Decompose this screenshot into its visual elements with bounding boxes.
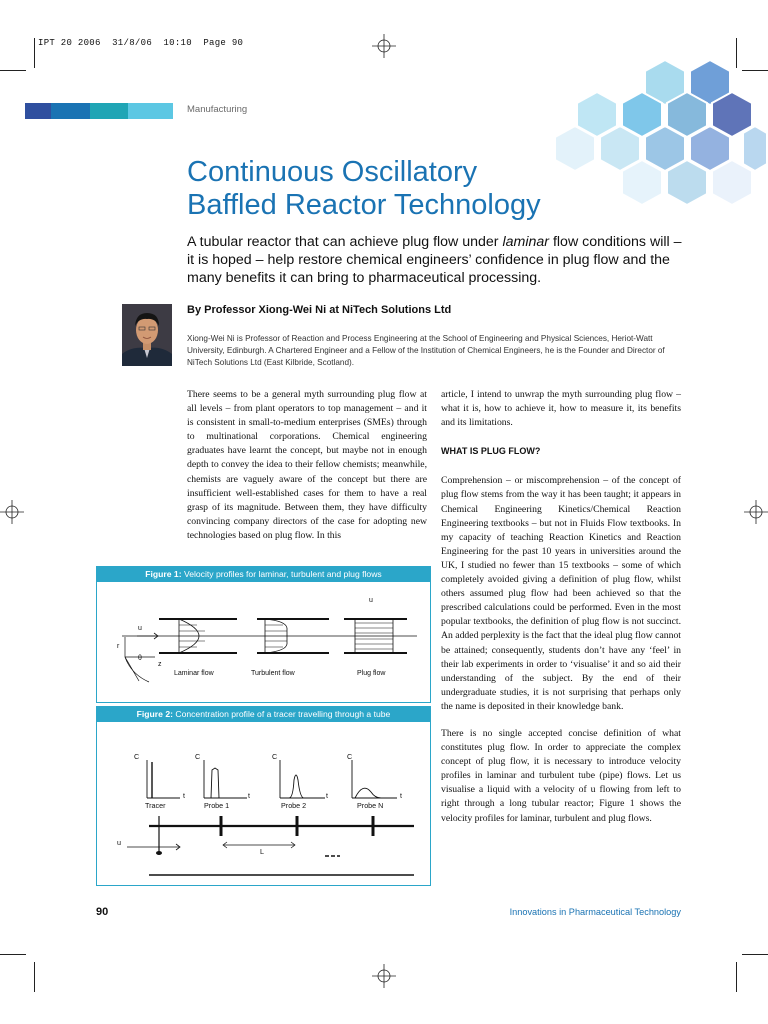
label-tracer: Tracer — [145, 801, 166, 810]
figure-2 — [96, 706, 431, 886]
title-line-2: Baffled Reactor Technology — [187, 189, 541, 221]
figure-1-label: Figure 1: — [145, 569, 182, 579]
label-probe-1: Probe 1 — [204, 801, 230, 810]
crop-mark — [34, 962, 35, 992]
probe-1-curve — [207, 768, 223, 798]
figure-1 — [96, 566, 431, 703]
figure-2-caption — [97, 707, 430, 722]
label-u-top: u — [369, 597, 373, 604]
article-title — [187, 156, 587, 222]
probe-n-curve — [355, 788, 381, 798]
label-plug: Plug flow — [357, 670, 386, 677]
paragraph: Comprehension – or miscomprehension – of the concept of plug flow stems from the way it has been taught; it appears in Chemical Engineering Kinetics/Chemical Reaction Engineering textbooks – but not in Fluids Flow textbooks. In my capacity of teaching Reaction Kinetics and Reaction Engineering for the past 10 years in universities around the UK, I studied no fewer than 15 textbooks – some of which completely avoided giving a definition of plug flow, whilst others assumed plug flow had been achieved so that the prescribed calculations could be performed. Even in the most popular textbooks, the definition of plug flow is not succinct. An added perplexity is the fact that the ideal plug flow cannot be attained; consequently, students don’t have any ‘feel’ in their lab experiments in order to ‘visualise’ it and so aid their understanding of the subject. By the end of their undergraduate studies, it is not surprising that perhaps only the name is deposited in their knowledge bank. — [441, 475, 681, 712]
printer-slug: IPT 20 2006 31/8/06 10:10 Page 90 — [38, 38, 244, 48]
tracer-blob — [156, 851, 162, 855]
author-byline: By Professor Xiong-Wei Ni at NiTech Solutions Ltd — [187, 304, 452, 316]
author-bio: Xiong-Wei Ni is Professor of Reaction and Process Engineering at the School of Engineering and Physical Sciences, Heriot-Watt University, Edinburgh. A Chartered Engineer and a Fellow of the Institution of Chemical Engineers, he is the Founder and Director of NiTech Solutions Ltd (East Kilbride, Scotland). — [187, 334, 665, 367]
page-number: 90 — [96, 906, 109, 918]
color-bar-segment — [51, 103, 90, 119]
article-subtitle — [187, 233, 687, 287]
label-probe-2: Probe 2 — [281, 801, 307, 810]
subtitle-text: A tubular reactor that can achieve plug flow under — [187, 234, 503, 250]
label-laminar: Laminar flow — [174, 670, 214, 677]
label-L: L — [260, 847, 264, 856]
author-photo — [122, 304, 172, 366]
hexagon — [743, 126, 767, 171]
figure-2-diagram — [97, 722, 430, 885]
label-c: C — [195, 752, 201, 761]
label-u-left: u — [138, 625, 142, 632]
label-c: C — [134, 752, 140, 761]
figure-1-caption-text: Velocity profiles for laminar, turbulent and plug flows — [181, 569, 382, 579]
color-bar-segment — [25, 103, 51, 119]
crop-mark — [736, 962, 737, 992]
left-column — [187, 388, 427, 552]
crop-mark — [34, 38, 35, 68]
crop-mark — [0, 954, 26, 955]
crop-mark — [0, 70, 26, 71]
figure-2-caption-text: Concentration profile of a tracer travelling through a tube — [172, 709, 391, 719]
paragraph: article, I intend to unwrap the myth surrounding plug flow – what it is, how to achieve it, how to measure it, its benefits and its limitations. — [441, 389, 681, 429]
label-theta: θ — [138, 655, 142, 662]
registration-mark-bottom — [372, 964, 396, 988]
right-column — [441, 388, 681, 835]
probe-2-curve — [289, 775, 304, 798]
registration-mark-top — [372, 34, 396, 58]
label-t: t — [326, 791, 328, 800]
hexagon — [667, 160, 707, 205]
label-c: C — [272, 752, 278, 761]
section-label: Manufacturing — [187, 104, 248, 115]
subtitle-text: flow conditions will – it is hoped – help restore chemical engineers’ confidence in plug flow and the many benefits it can bring to pharmaceutical processing. — [187, 234, 682, 286]
figure-1-caption — [97, 567, 430, 582]
publication-name: Innovations in Pharmaceutical Technology — [509, 907, 681, 917]
label-probe-n: Probe N — [357, 801, 384, 810]
figure-2-label: Figure 2: — [136, 709, 173, 719]
label-turbulent: Turbulent flow — [251, 670, 295, 677]
label-z: z — [158, 661, 162, 668]
crop-mark — [742, 954, 768, 955]
hexagon — [712, 160, 752, 205]
registration-mark-right — [744, 500, 768, 524]
label-r: r — [117, 643, 120, 650]
label-t: t — [400, 791, 402, 800]
color-bar-segment — [128, 103, 173, 119]
hexagon — [622, 160, 662, 205]
paragraph: There seems to be a general myth surrounding plug flow at all levels – from plant operators to top management – and it is consistent in small-to-medium enterprises (SMEs) through to multinational corporations. Chemical engineering graduates have learnt the concept, but maybe not in enough depth to convey the idea to their fellow chemists; meanwhile, chemists are vaguely aware of the concept but there are insufficient well-established cases for them to have a real grasp of its magnitude. Between them, they have difficulty convincing company directors of the case for adopting new technologies based on plug flow. In this — [187, 389, 427, 541]
label-t: t — [183, 791, 185, 800]
section-heading: WHAT IS PLUG FLOW? — [441, 446, 541, 457]
title-line-1: Continuous Oscillatory — [187, 156, 478, 188]
paragraph: There is no single accepted concise definition of what constitutes plug flow. In order to appreciate the complex concept of plug flow, it is necessary to introduce velocity profiles in laminar and turbulent tube (pipe) flows. Let us visualise a liquid with a velocity of u flowing from left to right through a long tubular reactor; Figure 1 shows the velocity profiles for laminar, turbulent and plug flows. — [441, 727, 681, 824]
label-t: t — [248, 791, 250, 800]
registration-mark-left — [0, 500, 24, 524]
label-u: u — [117, 838, 121, 847]
subtitle-emphasis: laminar — [502, 234, 550, 250]
figure-1-diagram — [97, 582, 430, 702]
color-bar-segment — [90, 103, 128, 119]
label-c: C — [347, 752, 353, 761]
